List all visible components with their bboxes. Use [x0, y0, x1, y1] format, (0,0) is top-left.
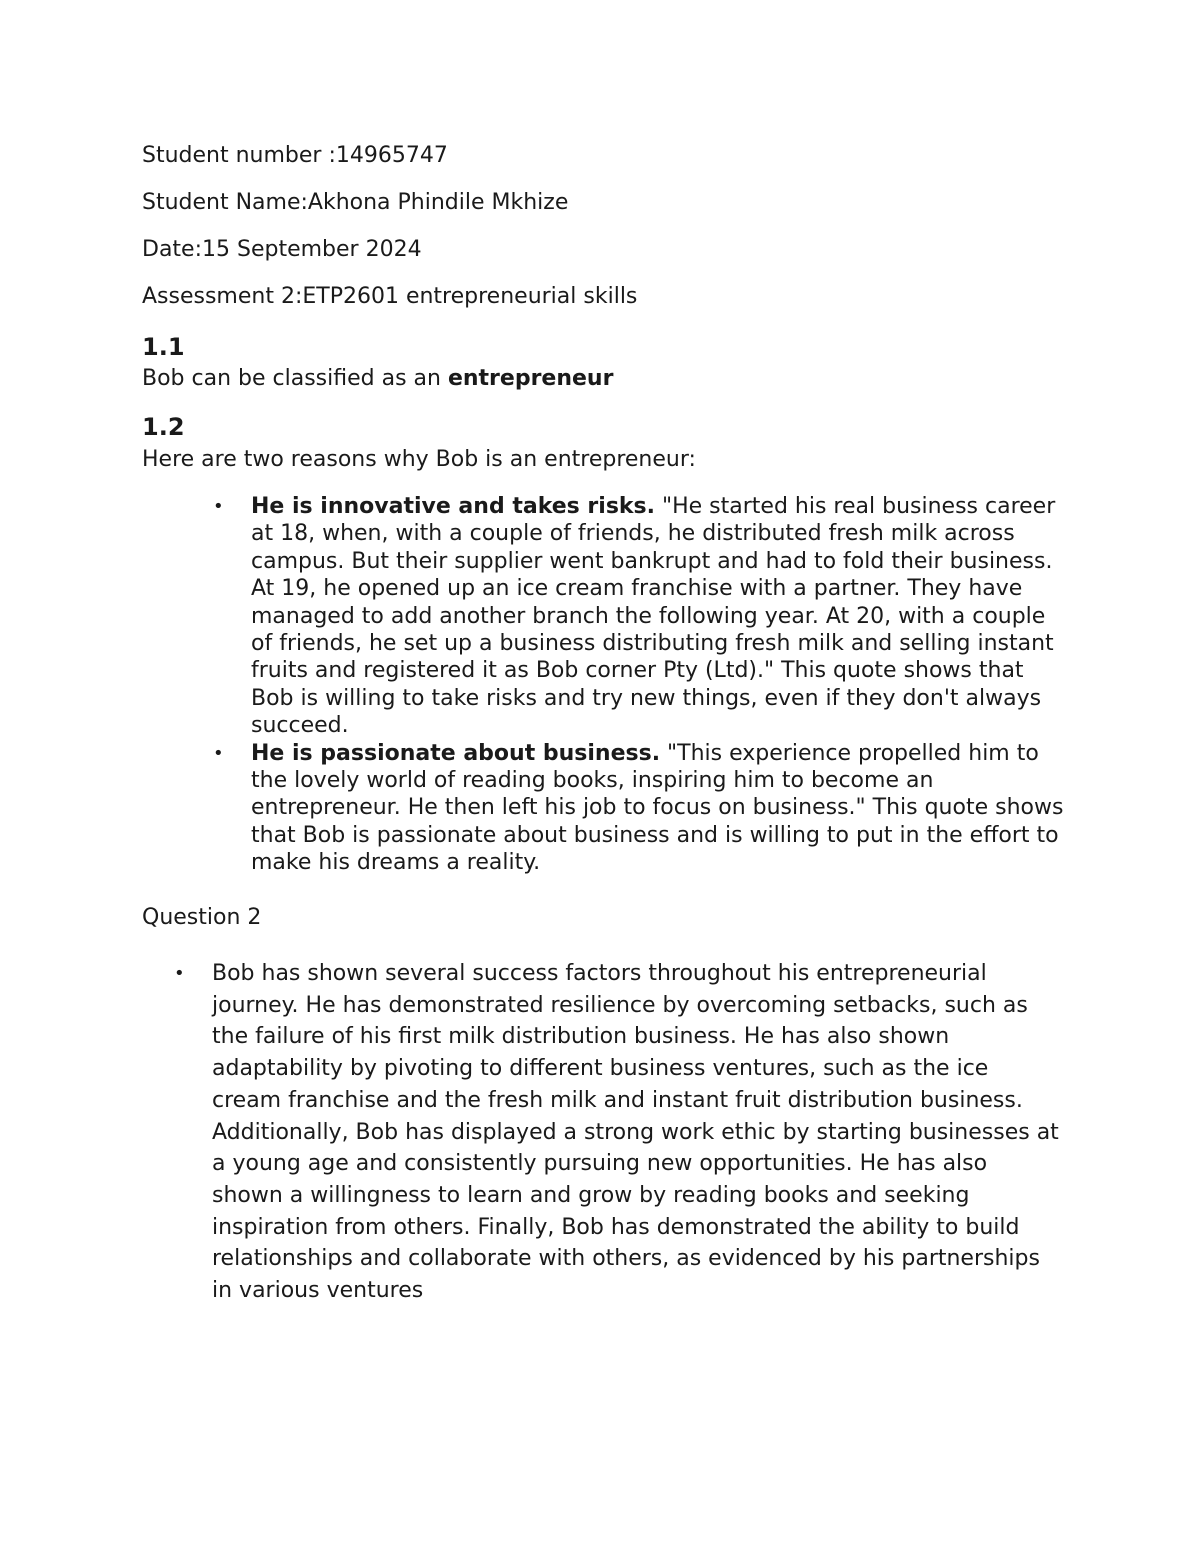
question-2-heading: Question 2 — [142, 905, 262, 930]
student-number: Student number :14965747 — [142, 143, 448, 168]
section-1-2-heading: 1.2 — [142, 413, 185, 441]
section-1-1-emphasis: entrepreneur — [447, 366, 614, 391]
section-1-2-intro: Here are two reasons why Bob is an entrepreneur: — [142, 447, 696, 472]
list-item-text: "He started his real business career at 18, when, with a couple of friends, he distributed fresh milk across campus. But their supplier went bankrupt and had to fold their business. At 19, he opened up an ice cream franchise with a partner. They have managed to add another branch the following year. At 20, with a couple of friends, he set up a business distributing fresh milk and selling instant fruits and registered it as Bob corner Pty (Ltd)." This quote shows that Bob is willing to take risks and try new things, even if they don't always succeed. — [251, 494, 1056, 739]
list-item — [174, 958, 1062, 1307]
list-item-bold: He is passionate about business. — [251, 740, 661, 766]
student-name: Student Name:Akhona Phindile Mkhize — [142, 190, 569, 215]
question-2-bullet-list — [174, 958, 1062, 1307]
list-item — [213, 740, 1066, 877]
bullet-icon: • — [174, 963, 185, 984]
bullet-icon: • — [213, 742, 224, 764]
section-1-2-bullet-list — [213, 493, 1066, 877]
list-item-text: "This experience propelled him to the lovely world of reading books, inspiring him to become an entrepreneur. He then left his job to focus on business." This quote shows that Bob is passionate about business and is willing to put in the effort to make his dreams a reality. — [251, 740, 1064, 876]
section-1-1-answer — [142, 366, 613, 392]
bullet-icon: • — [213, 496, 224, 517]
list-item-bold: He is innovative and takes risks. — [251, 494, 655, 519]
section-1-1-text: Bob can be classified as an — [142, 366, 448, 391]
section-1-1-heading: 1.1 — [142, 333, 185, 361]
date: Date:15 September 2024 — [142, 237, 422, 262]
assessment-title: Assessment 2:ETP2601 entrepreneurial skills — [142, 284, 638, 309]
list-item — [213, 493, 1066, 740]
list-item-text: Bob has shown several success factors throughout his entrepreneurial journey. He has demonstrated resilience by overcoming setbacks, such as the failure of his first milk distribution business. He has also shown adaptability by pivoting to different business ventures, such as the ice cream franchise and the fresh milk and instant fruit distribution business. Additionally, Bob has displayed a strong work ethic by starting businesses at a young age and consistently pursuing new opportunities. He has also shown a willingness to learn and grow by reading books and seeking inspiration from others. Finally, Bob has demonstrated the ability to build relationships and collaborate with others, as evidenced by his partnerships in various ventures — [212, 961, 1059, 1304]
